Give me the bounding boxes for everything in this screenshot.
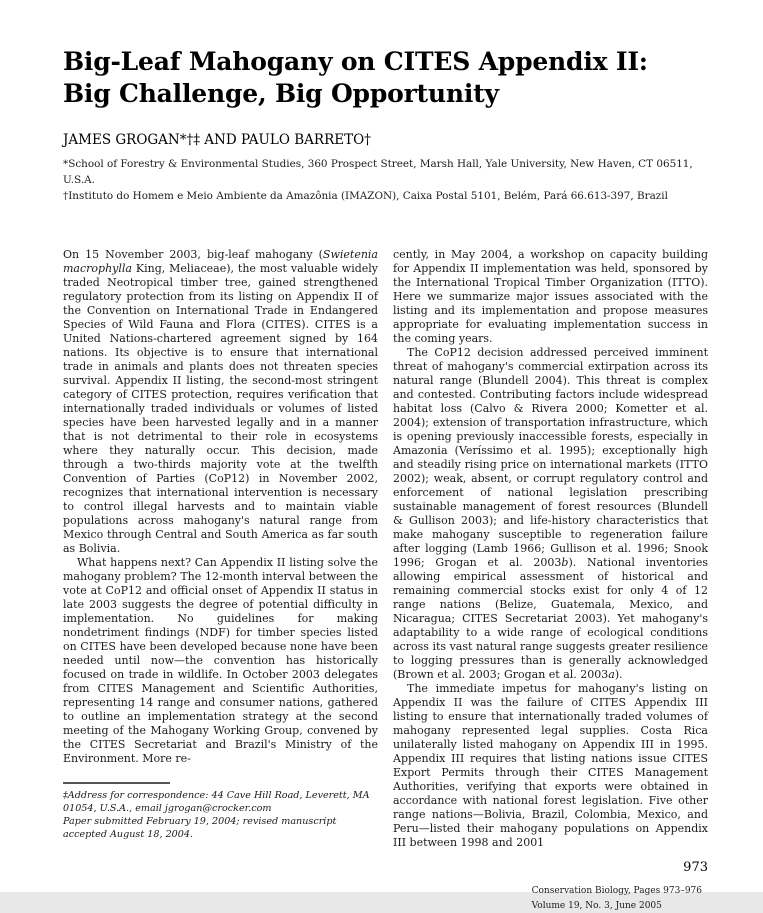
affiliation-line-2: †Instituto do Homem e Meio Ambiente da Amazônia (IMAZON), Caixa Postal 5101, Belém, Pará 66.613-397, Brazil (63, 188, 708, 204)
affiliation-line-1: *School of Forestry & Environmental Studies, 360 Prospect Street, Marsh Hall, Yale University, New Haven, CT 06511, U.S.A. (63, 156, 708, 188)
journal-citation (63, 884, 708, 913)
body-columns (63, 248, 708, 850)
journal-citation-line-1: Conservation Biology, Pages 973–976 (532, 884, 702, 899)
body-paragraph: cently, in May 2004, a workshop on capacity building for Appendix II implementation was held, sponsored by the International Tropical Timber Organization (ITTO). Here we summarize major issues associated with the listing and its implementation and propose measures appropriate for evaluating implementation success in the coming years. (393, 248, 708, 346)
body-paragraph: The immediate impetus for mahogany's listing on Appendix II was the failure of CITES Appendix III listing to ensure that internationally traded volumes of mahogany represented legal supplies. Costa Rica unilaterally listed mahogany on Appendix III in 1995. Appendix III requires that listing nations issue CITES Export Permits through their CITES Management Authorities, verifying that exports were obtained in accordance with national forest legislation. Five other range nations—Bolivia, Brazil, Colombia, Mexico, and Peru—listed their mahogany populations on Appendix III between 1998 and 2001 (393, 682, 708, 850)
affiliations (63, 156, 708, 204)
body-paragraph: The CoP12 decision addressed perceived imminent threat of mahogany's commercial extirpation across its natural range (Blundell 2004). This threat is complex and contested. Contributing factors include widespread habitat loss (Calvo & Rivera 2000; Kometter et al. 2004); extension of transportation infrastructure, which is opening previously inaccessible forests, especially in Amazonia (Veríssimo et al. 1995); exceptionally high and steadily rising price on international markets (ITTO 2002); weak, absent, or corrupt regulatory control and enforcement of national legislation prescribing sustainable management of forest resources (Blundell & Gullison 2003); and life-history characteristics that make mahogany susceptible to regeneration failure after logging (Lamb 1966; Gullison et al. 1996; Snook 1996; Grogan et al. 2003b). National inventories allowing empirical assessment of historical and remaining commercial stocks exist for only 4 of 12 range nations (Belize, Guatemala, Mexico, and Nicaragua; CITES Secretariat 2003). Yet mahogany's adaptability to a wide range of ecological conditions across its vast natural range suggests greater resilience to logging pressures than is generally acknowledged (Brown et al. 2003; Grogan et al. 2003a). (393, 346, 708, 682)
right-column (393, 248, 708, 850)
body-paragraph: What happens next? Can Appendix II listing solve the mahogany problem? The 12-month interval between the vote at CoP12 and official onset of Appendix II status in late 2003 suggests the degree of potential difficulty in implementation. No guidelines for making nondetriment findings (NDF) for timber species listed on CITES have been developed because none have been needed until now—the convention has historically focused on trade in wildlife. In October 2003 delegates from CITES Management and Scientific Authorities, representing 14 range and consumer nations, gathered to outline an implementation strategy at the second meeting of the Mahogany Working Group, convened by the CITES Secretariat and Brazil's Ministry of the Environment. More re- (63, 556, 378, 766)
article-title-line-2: Big Challenge, Big Opportunity (63, 78, 708, 110)
page-number: 973 (63, 860, 708, 875)
article-title (63, 46, 708, 110)
footnote-rule (63, 782, 170, 784)
body-paragraph: On 15 November 2003, big-leaf mahogany (Swietenia macrophylla King, Meliaceae), the most valuable widely traded Neotropical timber tree, gained strengthened regulatory protection from its listing on Appendix II of the Convention on International Trade in Endangered Species of Wild Fauna and Flora (CITES). CITES is a United Nations-chartered agreement signed by 164 nations. Its objective is to ensure that international trade in animals and plants does not threaten species survival. Appendix II listing, the second-most stringent category of CITES protection, requires verification that internationally traded individuals or volumes of listed species have been harvested legally and in a manner that is not detrimental to their role in ecosystems where they naturally occur. This decision, made through a two-thirds majority vote at the twelfth Convention of Parties (CoP12) in November 2002, recognizes that international intervention is necessary to control illegal harvests and to maintain viable populations across mahogany's natural range from Mexico through Central and South America as far south as Bolivia. (63, 248, 378, 556)
author-byline: JAMES GROGAN*†‡ AND PAULO BARRETO† (63, 132, 708, 148)
article-title-line-1: Big-Leaf Mahogany on CITES Appendix II: (63, 46, 708, 78)
journal-citation-line-2: Volume 19, No. 3, June 2005 (532, 899, 702, 913)
footnote-line2: Paper submitted February 19, 2004; revised manuscript accepted August 18, 2004. (63, 815, 378, 841)
footnote-line1: ‡Address for correspondence: 44 Cave Hill Road, Leverett, MA 01054, U.S.A., email jgrogan@crocker.com (63, 789, 378, 815)
left-column (63, 248, 378, 850)
correspondence-footnote (63, 782, 378, 841)
